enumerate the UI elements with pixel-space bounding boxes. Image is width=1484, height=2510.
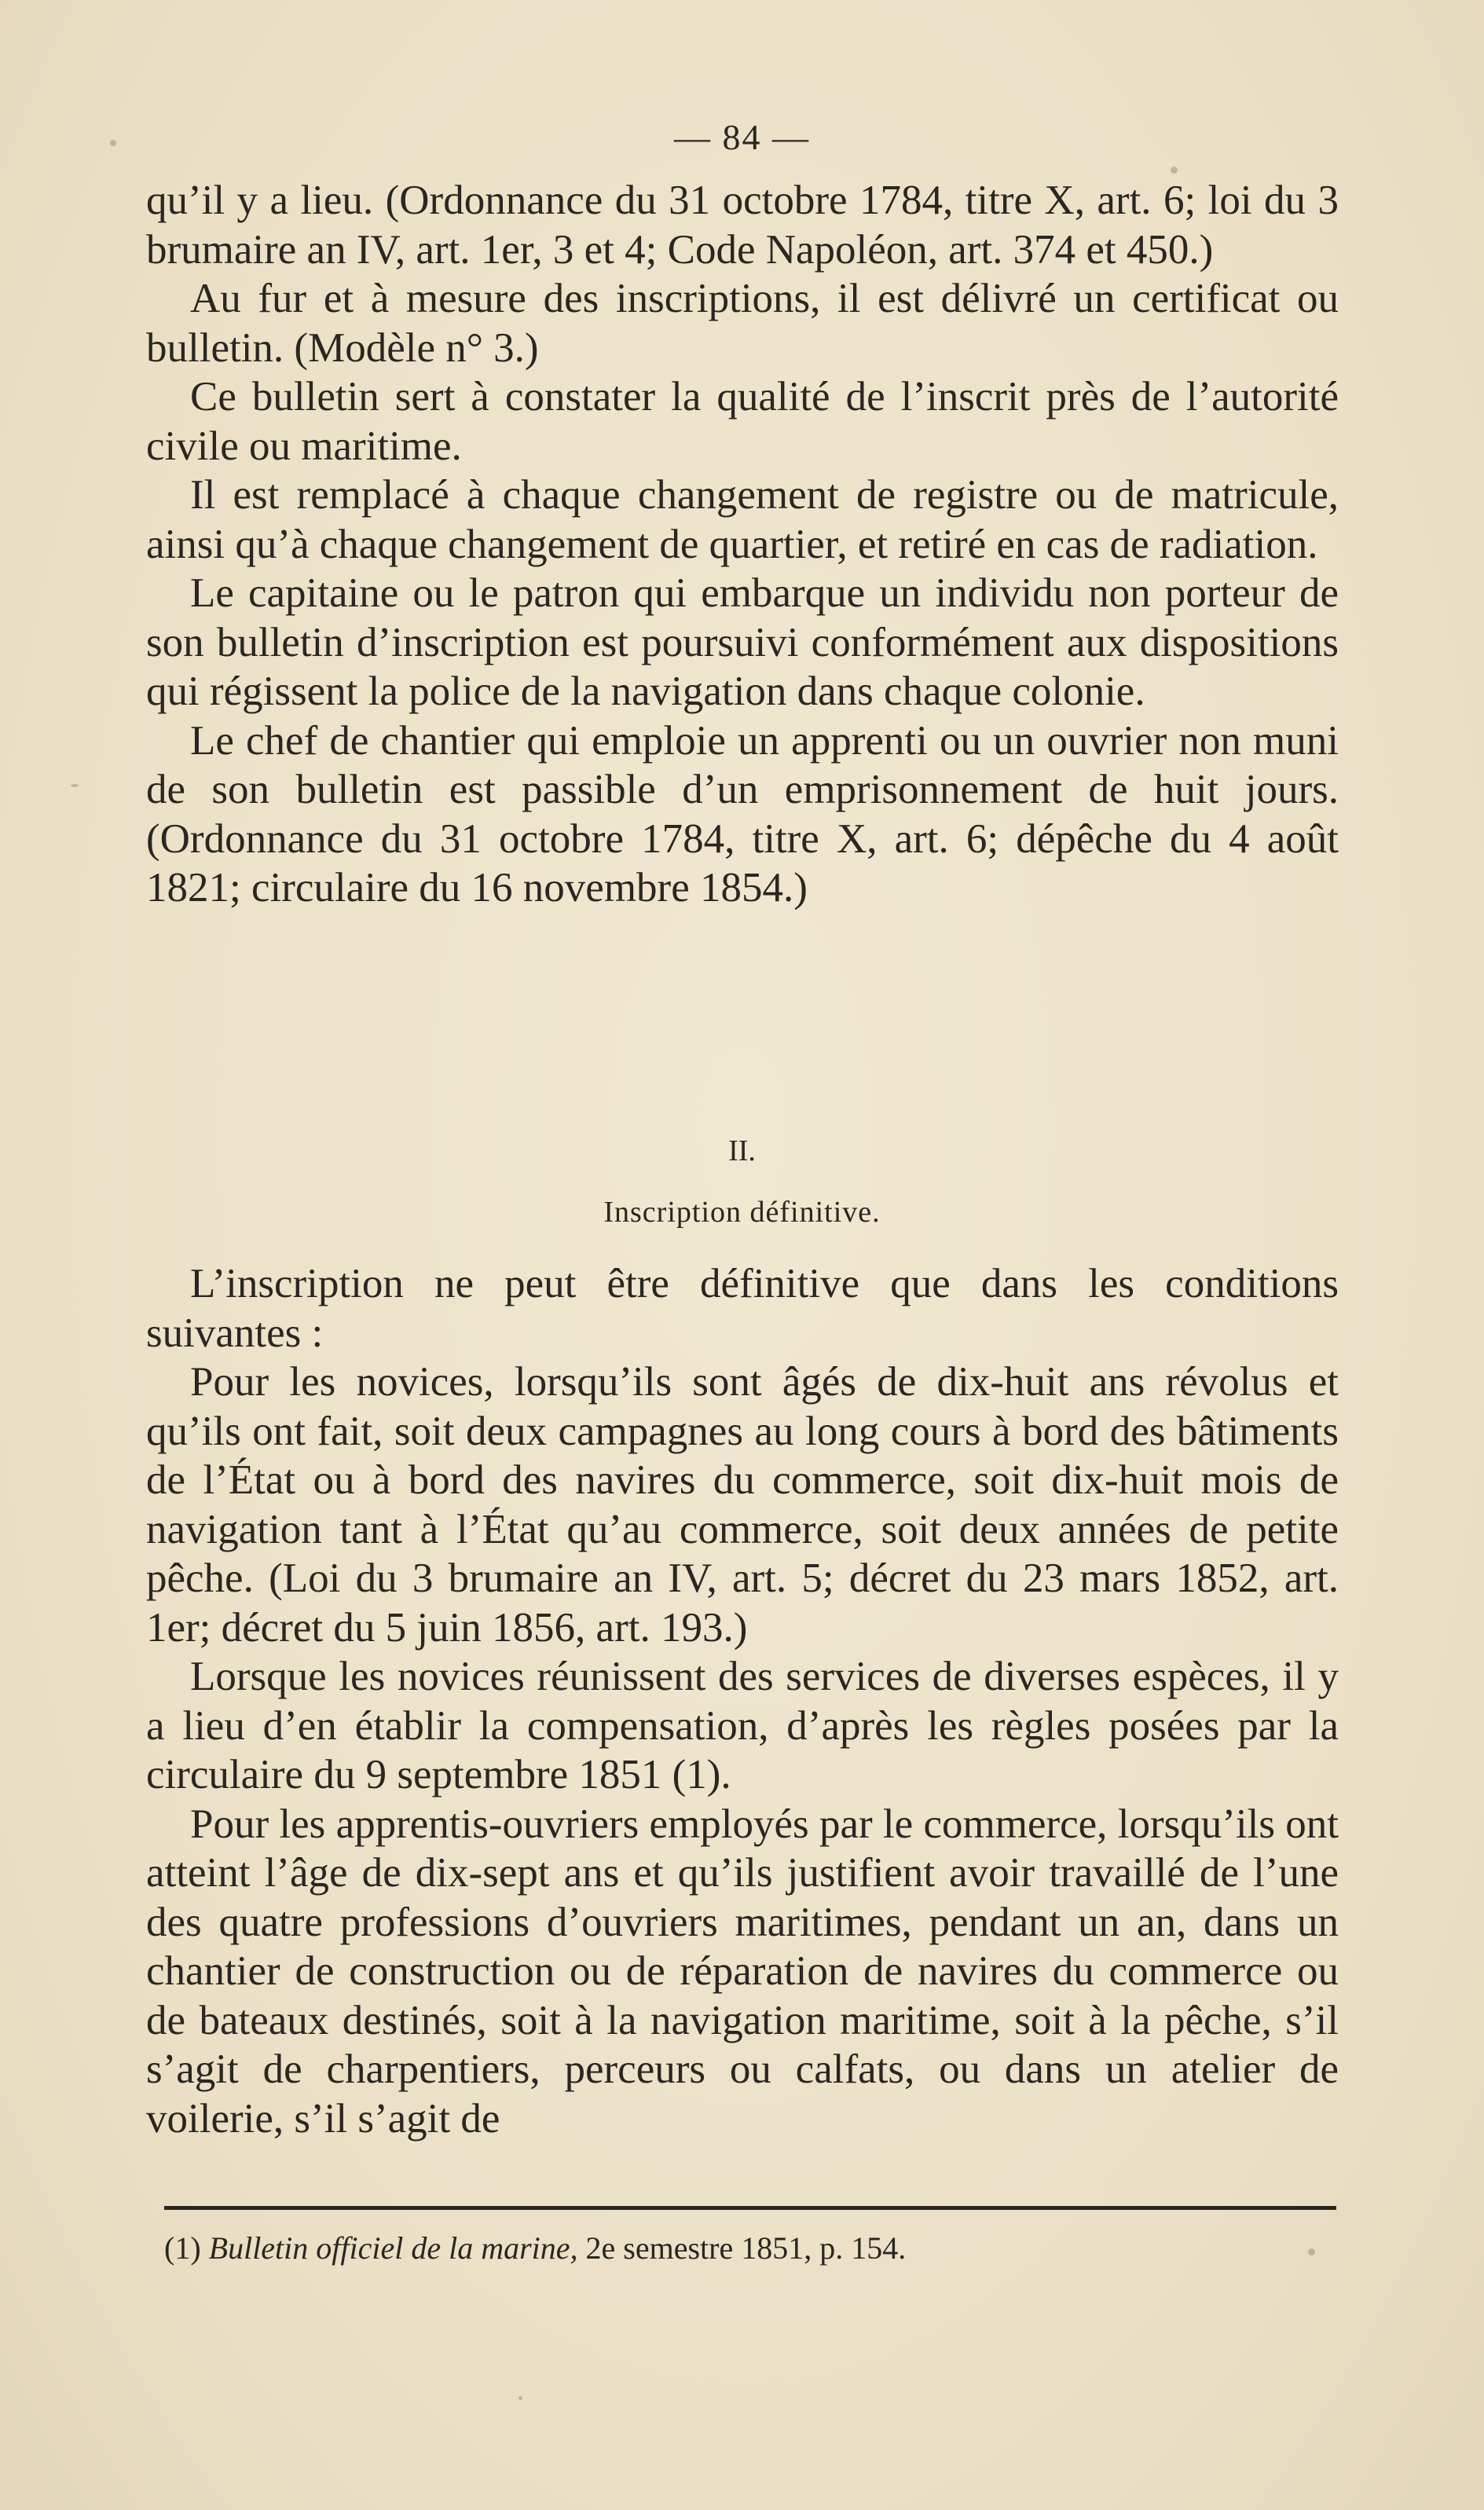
paper-speck bbox=[71, 784, 79, 787]
paragraph: Au fur et à mesure des inscriptions, il est délivré un certificat ou bulletin. (Modèle n° 3.) bbox=[146, 276, 1339, 371]
paper-speck bbox=[1171, 167, 1178, 174]
footnote-source: Bulletin officiel de la marine, bbox=[208, 2230, 578, 2266]
paragraph: Pour les apprentis-ouvriers employés par le commerce, lorsqu’ils ont atteint l’âge de dix-sept ans et qu’ils justifient avoir travaillé de l’une des quatre professions d’ouvriers maritimes, pendant un an, dans un chantier de construction ou de réparation de navires du commerce ou de bateaux destinés, soit à la navigation maritime, soit à la pêche, s’il s’agit de charpentiers, perceurs ou calfats, ou dans un atelier de voilerie, s’il s’agit de bbox=[146, 1801, 1339, 2142]
page-number: — 84 — bbox=[674, 117, 810, 157]
paragraph: Le capitaine ou le patron qui embarque un individu non porteur de son bulletin d’inscription est poursuivi conformément aux dispositions qui régissent la police de la navigation dans chaque colonie. bbox=[146, 570, 1339, 714]
paragraph: qu’il y a lieu. (Ordonnance du 31 octobre 1784, titre X, art. 6; loi du 3 brumaire an IV, art. 1er, 3 et 4; Code Napoléon, art. 374 et 450.) bbox=[146, 178, 1339, 273]
paper-speck bbox=[1308, 2248, 1315, 2255]
text-block-bottom bbox=[146, 1259, 1339, 2143]
section-title: Inscription définitive. bbox=[603, 1196, 881, 1229]
paper-speck bbox=[110, 140, 116, 146]
paragraph: Lorsque les novices réunissent des services de diverses espèces, il y a lieu d’en établir la compensation, d’après les règles posées par la circulaire du 9 septembre 1851 (1). bbox=[146, 1654, 1339, 1797]
paragraph: Ce bulletin sert à constater la qualité de l’inscrit près de l’autorité civile ou maritime. bbox=[146, 374, 1339, 469]
text-block-top bbox=[146, 176, 1339, 913]
paragraph: L’inscription ne peut être définitive que dans les conditions suivantes : bbox=[146, 1261, 1339, 1356]
paragraph: Le chef de chantier qui emploie un apprenti ou un ouvrier non muni de son bulletin est passible d’un emprisonnement de huit jours. (Ordonnance du 31 octobre 1784, titre X, art. 6; dépêche du 4 août 1821; circulaire du 16 novembre 1854.) bbox=[146, 717, 1339, 911]
footnote-details: 2e semestre 1851, p. 154. bbox=[585, 2230, 907, 2266]
section-number: II. bbox=[728, 1134, 756, 1167]
footnote-rule bbox=[164, 2206, 1336, 2210]
footnote-marker: (1) bbox=[164, 2230, 201, 2266]
paper-speck bbox=[518, 2396, 522, 2400]
paragraph: Il est remplacé à chaque changement de registre ou de matricule, ainsi qu’à chaque changement de quartier, et retiré en cas de radiation. bbox=[146, 472, 1339, 567]
footnote bbox=[164, 2229, 1336, 2268]
paragraph: Pour les novices, lorsqu’ils sont âgés de dix-huit ans révolus et qu’ils ont fait, soit deux campagnes au long cours à bord des bâtiments de l’État ou à bord des navires du commerce, soit dix-huit mois de navigation tant à l’État qu’au commerce, soit deux années de petite pêche. (Loi du 3 brumaire an IV, art. 5; décret du 23 mars 1852, art. 1er; décret du 5 juin 1856, art. 193.) bbox=[146, 1359, 1339, 1651]
